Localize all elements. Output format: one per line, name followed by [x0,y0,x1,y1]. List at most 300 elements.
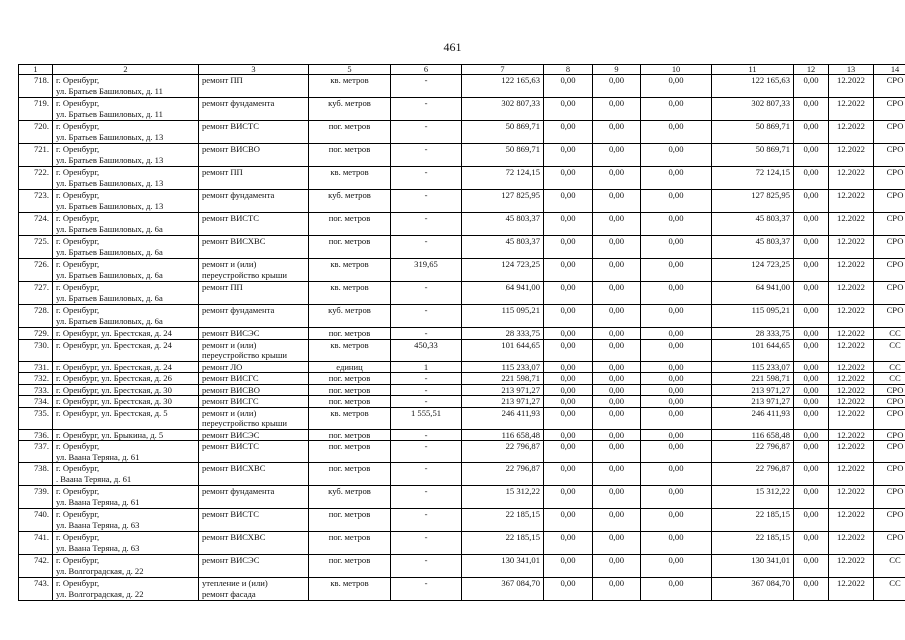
row-number-cell: 740. [19,509,53,532]
work-type-cell [199,339,309,361]
page-number: 461 [443,40,462,54]
column-header: 3 [199,65,309,75]
unit-cell: пог. метров [309,121,391,144]
column-header: 5 [309,65,391,75]
fund-cell: 0,00 [641,75,712,98]
address-cell [53,328,199,340]
work-type-cell [199,486,309,509]
address-line: ул. Братьев Башиловых, д. 6а [56,246,163,257]
work-type-line: ремонт ПП [202,282,243,292]
address-line: г. Оренбург, [56,441,100,451]
fund-cell: 0,00 [544,373,593,385]
deadline-cell: 12.2022 [829,373,874,385]
fund-cell: 0,00 [593,75,641,98]
owner-funds-cell: 64 941,00 [712,282,794,305]
address-cell [53,282,199,305]
table-row [19,429,905,441]
fund-method-cell: СРО [874,190,905,213]
address-cell [53,144,199,167]
address-line: г. Оренбург, [56,236,100,246]
deadline-cell: 12.2022 [829,509,874,532]
total-cost-cell: 101 644,65 [462,339,544,361]
work-type-cell [199,463,309,486]
table-row [19,361,905,373]
table-row [19,396,905,408]
row-number-cell: 720. [19,121,53,144]
work-type-cell [199,384,309,396]
address-line: г. Оренбург, ул. Брестская, д. 24 [56,361,172,372]
fund-cell: 0,00 [593,361,641,373]
fund-cell: 0,00 [794,328,829,340]
unit-cell: кв. метров [309,75,391,98]
deadline-cell: 12.2022 [829,213,874,236]
fund-method-cell: СРО [874,532,905,555]
quantity-cell: - [391,213,462,236]
fund-cell: 0,00 [794,441,829,463]
address-line: ул. Братьев Башиловых, д. 13 [56,131,164,142]
deadline-cell: 12.2022 [829,407,874,429]
fund-method-cell: СС [874,555,905,578]
work-type-cell [199,578,309,601]
fund-cell: 0,00 [544,282,593,305]
fund-cell: 0,00 [544,509,593,532]
address-line: г. Оренбург, ул. Брестская, д. 24 [56,339,172,350]
unit-cell: пог. метров [309,396,391,408]
address-cell [53,98,199,121]
address-line: г. Оренбург, [56,121,100,131]
fund-cell: 0,00 [593,259,641,282]
fund-cell: 0,00 [593,384,641,396]
fund-method-cell: СС [874,361,905,373]
total-cost-cell: 115 095,21 [462,305,544,328]
address-cell [53,190,199,213]
table-row [19,98,905,121]
fund-cell: 0,00 [794,361,829,373]
address-cell [53,532,199,555]
unit-cell: куб. метров [309,486,391,509]
fund-cell: 0,00 [794,384,829,396]
quantity-cell: - [391,282,462,305]
fund-method-cell: СРО [874,213,905,236]
fund-cell: 0,00 [641,259,712,282]
deadline-cell: 12.2022 [829,463,874,486]
total-cost-cell: 302 807,33 [462,98,544,121]
unit-cell: пог. метров [309,328,391,340]
row-number-cell: 738. [19,463,53,486]
total-cost-cell: 124 723,25 [462,259,544,282]
unit-cell: пог. метров [309,532,391,555]
work-type-cell [199,98,309,121]
address-cell [53,121,199,144]
quantity-cell: - [391,121,462,144]
address-line: ул. Братьев Башиловых, д. 11 [56,85,163,96]
row-number-cell: 727. [19,282,53,305]
deadline-cell: 12.2022 [829,441,874,463]
fund-cell: 0,00 [641,509,712,532]
fund-cell: 0,00 [593,98,641,121]
address-line: г. Оренбург, [56,213,100,223]
fund-cell: 0,00 [641,578,712,601]
quantity-cell: 1 [391,361,462,373]
capital-repair-table [18,64,905,601]
address-line: г. Оренбург, ул. Брестская, д. 24 [56,328,172,338]
fund-cell: 0,00 [593,407,641,429]
address-line: ул. Ваана Теряна, д. 61 [56,451,140,462]
row-number-cell: 726. [19,259,53,282]
total-cost-cell: 45 803,37 [462,236,544,259]
work-type-line: ремонт фундамента [202,98,275,108]
owner-funds-cell: 213 971,27 [712,396,794,408]
table-row [19,463,905,486]
work-type-line: ремонт ВИСГС [202,396,259,406]
fund-cell: 0,00 [794,429,829,441]
work-type-line: утепление и (или) [202,578,268,588]
address-cell [53,384,199,396]
fund-cell: 0,00 [794,396,829,408]
quantity-cell: - [391,328,462,340]
row-number-cell: 724. [19,213,53,236]
address-line: г. Оренбург, [56,282,100,292]
address-line: ул. Волгоградская, д. 22 [56,565,144,576]
column-header: 13 [829,65,874,75]
work-type-cell [199,259,309,282]
work-type-cell [199,305,309,328]
address-line: г. Оренбург, ул. Брыкина, д. 5 [56,429,164,440]
fund-method-cell: СС [874,373,905,385]
address-line: г. Оренбург, [56,509,100,519]
owner-funds-cell: 45 803,37 [712,236,794,259]
fund-cell: 0,00 [544,236,593,259]
fund-method-cell: СРО [874,236,905,259]
deadline-cell: 12.2022 [829,429,874,441]
work-type-line: ремонт ВИСЭС [202,328,260,338]
fund-cell: 0,00 [593,121,641,144]
fund-cell: 0,00 [593,339,641,361]
work-type-line: ремонт ВИСЭС [202,429,260,440]
deadline-cell: 12.2022 [829,282,874,305]
fund-cell: 0,00 [544,578,593,601]
owner-funds-cell: 246 411,93 [712,407,794,429]
table-row [19,328,905,340]
work-type-line: ремонт ВИСВО [202,144,260,154]
fund-cell: 0,00 [593,486,641,509]
work-type-cell [199,555,309,578]
fund-cell: 0,00 [794,407,829,429]
deadline-cell: 12.2022 [829,144,874,167]
fund-cell: 0,00 [794,75,829,98]
unit-cell: пог. метров [309,384,391,396]
address-line: г. Оренбург, ул. Брестская, д. 5 [56,407,168,418]
fund-cell: 0,00 [593,509,641,532]
work-type-cell [199,441,309,463]
quantity-cell: - [391,555,462,578]
table-row [19,373,905,385]
fund-cell: 0,00 [593,441,641,463]
work-type-line: ремонт ВИСХВС [202,236,266,246]
fund-cell: 0,00 [544,441,593,463]
row-number-cell: 729. [19,328,53,340]
table-row [19,486,905,509]
address-line: ул. Братьев Башиловых, д. 6а [56,315,163,326]
address-line: г. Оренбург, ул. Брестская, д. 30 [56,384,172,395]
row-number-cell: 731. [19,361,53,373]
work-type-cell [199,328,309,340]
deadline-cell: 12.2022 [829,259,874,282]
address-line: г. Оренбург, [56,190,100,200]
deadline-cell: 12.2022 [829,486,874,509]
fund-cell: 0,00 [794,167,829,190]
fund-cell: 0,00 [593,532,641,555]
fund-cell: 0,00 [794,578,829,601]
fund-cell: 0,00 [641,305,712,328]
address-cell [53,578,199,601]
work-type-line: ремонт и (или) [202,407,257,418]
row-number-cell: 734. [19,396,53,408]
address-cell [53,407,199,429]
fund-cell: 0,00 [794,305,829,328]
work-type-cell [199,236,309,259]
unit-cell: пог. метров [309,509,391,532]
fund-cell: 0,00 [794,144,829,167]
address-cell [53,75,199,98]
fund-cell: 0,00 [794,509,829,532]
owner-funds-cell: 115 095,21 [712,305,794,328]
row-number-cell: 730. [19,339,53,361]
fund-cell: 0,00 [641,190,712,213]
work-type-cell [199,509,309,532]
fund-cell: 0,00 [544,407,593,429]
fund-cell: 0,00 [794,532,829,555]
fund-cell: 0,00 [641,339,712,361]
fund-method-cell: СРО [874,463,905,486]
table-row [19,532,905,555]
address-line: ул. Братьев Башиловых, д. 6а [56,269,163,280]
fund-cell: 0,00 [641,396,712,408]
quantity-cell: - [391,578,462,601]
fund-cell: 0,00 [544,167,593,190]
owner-funds-cell: 115 233,07 [712,361,794,373]
work-type-line: ремонт фасада [202,588,256,599]
quantity-cell: - [391,532,462,555]
work-type-cell [199,121,309,144]
fund-cell: 0,00 [593,144,641,167]
table-row [19,384,905,396]
work-type-line: ремонт и (или) [202,259,257,269]
row-number-cell: 739. [19,486,53,509]
work-type-cell [199,532,309,555]
address-line: . Ваана Теряна, д. 61 [56,473,132,484]
column-header: 1 [19,65,53,75]
address-cell [53,429,199,441]
total-cost-cell: 22 185,15 [462,532,544,555]
work-type-line: ремонт ЛО [202,361,243,372]
row-number-cell: 719. [19,98,53,121]
fund-cell: 0,00 [544,121,593,144]
owner-funds-cell: 50 869,71 [712,144,794,167]
fund-method-cell: СРО [874,396,905,408]
row-number-cell: 723. [19,190,53,213]
address-line: г. Оренбург, ул. Брестская, д. 26 [56,373,172,383]
fund-method-cell: СРО [874,509,905,532]
total-cost-cell: 22 796,87 [462,441,544,463]
fund-cell: 0,00 [593,282,641,305]
fund-method-cell: СРО [874,407,905,429]
deadline-cell: 12.2022 [829,578,874,601]
fund-cell: 0,00 [794,463,829,486]
fund-cell: 0,00 [544,361,593,373]
address-line: г. Оренбург, [56,98,100,108]
row-number-cell: 733. [19,384,53,396]
unit-cell: пог. метров [309,555,391,578]
table-row [19,282,905,305]
fund-cell: 0,00 [794,555,829,578]
address-cell [53,167,199,190]
total-cost-cell: 50 869,71 [462,121,544,144]
work-type-cell [199,429,309,441]
column-header: 12 [794,65,829,75]
table-row [19,190,905,213]
address-line: г. Оренбург, [56,167,100,177]
column-header: 11 [712,65,794,75]
fund-cell: 0,00 [544,396,593,408]
unit-cell: куб. метров [309,305,391,328]
fund-cell: 0,00 [544,384,593,396]
table-row [19,407,905,429]
deadline-cell: 12.2022 [829,361,874,373]
fund-method-cell: СРО [874,144,905,167]
work-type-cell [199,373,309,385]
owner-funds-cell: 302 807,33 [712,98,794,121]
fund-cell: 0,00 [641,328,712,340]
fund-cell: 0,00 [593,328,641,340]
fund-cell: 0,00 [544,259,593,282]
work-type-cell [199,361,309,373]
deadline-cell: 12.2022 [829,305,874,328]
owner-funds-cell: 50 869,71 [712,121,794,144]
fund-cell: 0,00 [544,555,593,578]
fund-cell: 0,00 [641,463,712,486]
row-number-cell: 721. [19,144,53,167]
fund-cell: 0,00 [544,190,593,213]
quantity-cell: 450,33 [391,339,462,361]
fund-method-cell: СС [874,578,905,601]
unit-cell: кв. метров [309,167,391,190]
owner-funds-cell: 213 971,27 [712,384,794,396]
row-number-cell: 741. [19,532,53,555]
fund-method-cell: СРО [874,259,905,282]
table-row [19,75,905,98]
total-cost-cell: 122 165,63 [462,75,544,98]
fund-method-cell: СС [874,339,905,361]
total-cost-cell: 22 185,15 [462,509,544,532]
fund-method-cell: СРО [874,282,905,305]
quantity-cell: - [391,305,462,328]
row-number-cell: 728. [19,305,53,328]
fund-method-cell: СРО [874,121,905,144]
fund-cell: 0,00 [794,236,829,259]
deadline-cell: 12.2022 [829,328,874,340]
fund-cell: 0,00 [641,384,712,396]
address-cell [53,441,199,463]
address-line: г. Оренбург, [56,305,100,315]
table-row [19,578,905,601]
fund-cell: 0,00 [641,121,712,144]
fund-cell: 0,00 [641,144,712,167]
fund-cell: 0,00 [641,98,712,121]
work-type-line: ремонт ВИСТС [202,213,260,223]
fund-cell: 0,00 [641,373,712,385]
fund-cell: 0,00 [641,486,712,509]
work-type-cell [199,213,309,236]
unit-cell: пог. метров [309,441,391,463]
table-row [19,213,905,236]
quantity-cell: - [391,509,462,532]
fund-method-cell: СС [874,328,905,340]
fund-cell: 0,00 [794,98,829,121]
row-number-cell: 725. [19,236,53,259]
work-type-line: переустройство крыши [202,269,287,280]
fund-cell: 0,00 [593,463,641,486]
fund-cell: 0,00 [641,236,712,259]
work-type-cell [199,282,309,305]
fund-cell: 0,00 [593,305,641,328]
fund-cell: 0,00 [544,463,593,486]
fund-cell: 0,00 [641,532,712,555]
work-type-line: ремонт фундамента [202,305,275,315]
owner-funds-cell: 22 796,87 [712,441,794,463]
total-cost-cell: 367 084,70 [462,578,544,601]
owner-funds-cell: 15 312,22 [712,486,794,509]
work-type-line: ремонт ПП [202,75,243,85]
fund-cell: 0,00 [544,213,593,236]
deadline-cell: 12.2022 [829,339,874,361]
deadline-cell: 12.2022 [829,384,874,396]
address-cell [53,555,199,578]
work-type-line: ремонт ВИСТС [202,509,260,519]
address-line: ул. Волгоградская, д. 22 [56,588,144,599]
quantity-cell: - [391,75,462,98]
fund-cell: 0,00 [794,190,829,213]
quantity-cell: - [391,463,462,486]
fund-method-cell: СРО [874,486,905,509]
fund-cell: 0,00 [544,532,593,555]
address-cell [53,259,199,282]
unit-cell: куб. метров [309,190,391,213]
fund-cell: 0,00 [593,190,641,213]
owner-funds-cell: 116 658,48 [712,429,794,441]
table-row [19,509,905,532]
unit-cell: кв. метров [309,578,391,601]
row-number-cell: 735. [19,407,53,429]
owner-funds-cell: 221 598,71 [712,373,794,385]
work-type-line: ремонт ВИСТС [202,441,260,451]
quantity-cell: - [391,190,462,213]
row-number-cell: 732. [19,373,53,385]
row-number-cell: 737. [19,441,53,463]
address-line: г. Оренбург, ул. Брестская, д. 30 [56,396,172,406]
row-number-cell: 736. [19,429,53,441]
address-cell [53,463,199,486]
address-line: ул. Ваана Теряна, д. 63 [56,542,140,553]
quantity-cell: - [391,373,462,385]
work-type-line: ремонт ВИСГС [202,373,259,383]
fund-cell: 0,00 [593,578,641,601]
fund-cell: 0,00 [641,282,712,305]
work-type-line: ремонт ВИСВО [202,384,260,395]
total-cost-cell: 213 971,27 [462,384,544,396]
fund-cell: 0,00 [593,429,641,441]
address-line: ул. Ваана Теряна, д. 63 [56,519,140,530]
